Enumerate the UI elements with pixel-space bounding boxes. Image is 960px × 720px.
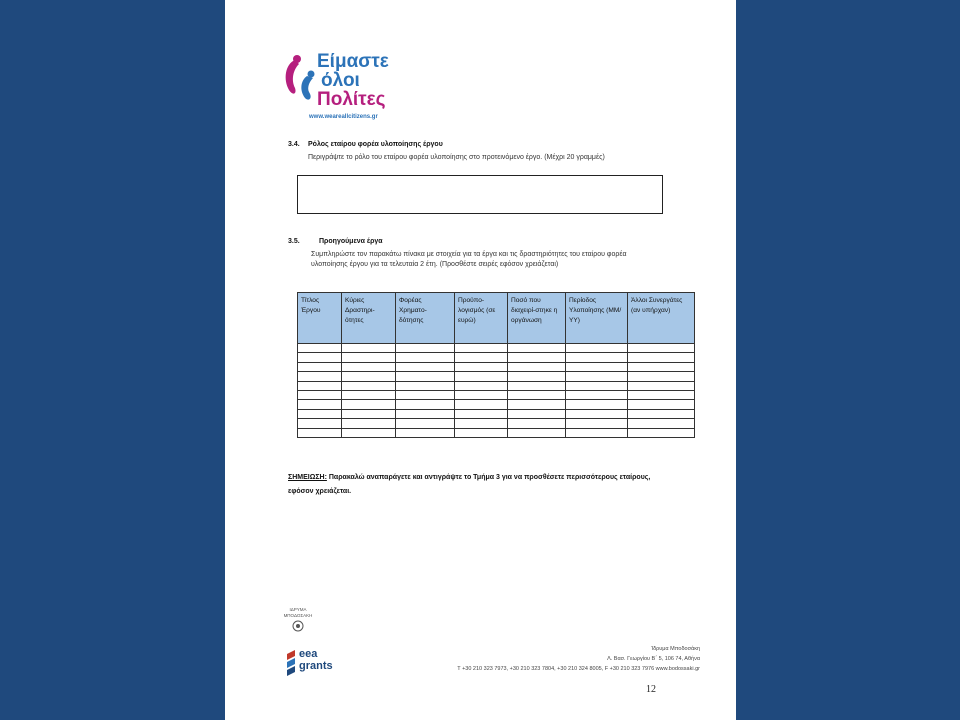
table-cell[interactable] [455, 362, 508, 371]
table-cell[interactable] [628, 381, 695, 390]
table-cell[interactable] [508, 419, 566, 428]
table-cell[interactable] [342, 428, 396, 437]
table-row [298, 400, 695, 409]
document-page [225, 0, 736, 720]
foundation-contact-block [400, 644, 700, 674]
table-cell[interactable] [508, 353, 566, 362]
table-cell[interactable] [508, 390, 566, 399]
table-cell[interactable] [508, 362, 566, 371]
table-cell[interactable] [396, 419, 455, 428]
table-cell[interactable] [508, 400, 566, 409]
header-funding-body: Φορέας Χρηματο-δότησης [396, 293, 455, 344]
table-cell[interactable] [455, 344, 508, 353]
eea-line-2: grants [299, 660, 333, 672]
table-cell[interactable] [342, 372, 396, 381]
table-cell[interactable] [455, 428, 508, 437]
logo-url: www.weareallcitizens.gr [309, 114, 378, 120]
table-cell[interactable] [298, 419, 342, 428]
table-row [298, 390, 695, 399]
table-cell[interactable] [628, 428, 695, 437]
table-cell[interactable] [566, 362, 628, 371]
seal-text: ΙΔΡΥΜΑ ΜΠΟΔΟΣΑΚΗ [283, 607, 313, 618]
table-cell[interactable] [298, 381, 342, 390]
table-cell[interactable] [566, 419, 628, 428]
table-cell[interactable] [298, 390, 342, 399]
table-cell[interactable] [342, 353, 396, 362]
table-cell[interactable] [628, 372, 695, 381]
table-cell[interactable] [628, 419, 695, 428]
bodossaki-seal-logo [283, 607, 313, 641]
table-cell[interactable] [396, 372, 455, 381]
table-cell[interactable] [455, 400, 508, 409]
section-3-4-number: 3.4. [288, 141, 300, 148]
table-cell[interactable] [396, 428, 455, 437]
section-3-5-description: Συμπληρώστε τον παρακάτω πίνακα με στοιχεία για τα έργα και τις δραστηριότητες του εταίρου φορέα υλοποίησης έργου για τα τελευταία 2 έτη. (Προσθέστε σειρές εφόσον χρειάζεται) [311, 251, 627, 268]
table-row [298, 372, 695, 381]
table-cell[interactable] [342, 344, 396, 353]
table-cell[interactable] [508, 409, 566, 418]
table-header-row [298, 293, 695, 344]
table-cell[interactable] [566, 381, 628, 390]
table-cell[interactable] [628, 390, 695, 399]
table-cell[interactable] [396, 409, 455, 418]
table-cell[interactable] [342, 381, 396, 390]
table-cell[interactable] [298, 344, 342, 353]
table-cell[interactable] [342, 400, 396, 409]
section-3-4-description: Περιγράψτε το ρόλο του εταίρου φορέα υλοποίησης στο προτεινόμενο έργο. (Μέχρι 20 γραμμές) [308, 154, 605, 161]
table-row [298, 362, 695, 371]
table-cell[interactable] [628, 362, 695, 371]
table-cell[interactable] [396, 400, 455, 409]
header-amount-managed: Ποσό που διαχειρί-στηκε η οργάνωση [508, 293, 566, 344]
section-3-5-number: 3.5. [288, 238, 300, 245]
table-cell[interactable] [455, 381, 508, 390]
table-cell[interactable] [508, 428, 566, 437]
header-budget: Προϋπο-λογισμός (σε ευρώ) [455, 293, 508, 344]
logo-wordmark [317, 52, 389, 109]
table-cell[interactable] [508, 372, 566, 381]
table-row [298, 409, 695, 418]
table-cell[interactable] [298, 362, 342, 371]
previous-projects-table [297, 292, 695, 438]
header-main-activities: Κύριες Δραστηρι-ότητες [342, 293, 396, 344]
eea-line-1: eea [299, 648, 318, 660]
logo-line-2: όλοι [321, 70, 360, 91]
weareallcitizens-logo [281, 52, 431, 124]
table-cell[interactable] [628, 409, 695, 418]
table-row [298, 381, 695, 390]
table-cell[interactable] [628, 353, 695, 362]
note [288, 471, 668, 499]
table-cell[interactable] [396, 390, 455, 399]
table-row [298, 419, 695, 428]
section-3-4-title: Ρόλος εταίρου φορέα υλοποίησης έργου [308, 141, 443, 148]
seal-icon [292, 620, 304, 632]
logo-line-1: Είμαστε [317, 51, 389, 72]
table-cell[interactable] [396, 344, 455, 353]
header-implementation-period: Περίοδος Υλοποίησης (ΜΜ/ΥΥ) [566, 293, 628, 344]
table-cell[interactable] [342, 390, 396, 399]
table-cell[interactable] [566, 344, 628, 353]
page-number: 12 [646, 684, 656, 695]
role-answer-box[interactable] [297, 175, 663, 214]
table-cell[interactable] [396, 353, 455, 362]
table-row [298, 353, 695, 362]
table-cell[interactable] [298, 428, 342, 437]
table-cell[interactable] [298, 353, 342, 362]
table-cell[interactable] [628, 344, 695, 353]
eea-grants-logo [285, 646, 345, 680]
header-other-partners: Άλλοι Συνεργάτες (αν υπήρχαν) [628, 293, 695, 344]
table-cell[interactable] [396, 381, 455, 390]
table-cell[interactable] [455, 353, 508, 362]
note-label: ΣΗΜΕΙΩΣΗ: [288, 474, 327, 481]
table-cell[interactable] [455, 409, 508, 418]
org-contact: T +30 210 323 7973, +30 210 323 7804, +30 210 324 8005, F +30 210 323 7976 www.bodossaki.gr [457, 666, 700, 672]
table-cell[interactable] [508, 344, 566, 353]
table-cell[interactable] [566, 372, 628, 381]
note-text: Παρακαλώ αναπαράγετε και αντιγράψτε το Τμήμα 3 για να προσθέσετε περισσότερους εταίρους, εφόσον χρειάζεται. [288, 474, 651, 495]
table-cell[interactable] [298, 372, 342, 381]
table-cell[interactable] [566, 353, 628, 362]
table-cell[interactable] [508, 381, 566, 390]
table-cell[interactable] [455, 419, 508, 428]
table-cell[interactable] [298, 400, 342, 409]
table-cell[interactable] [342, 362, 396, 371]
table-cell[interactable] [455, 372, 508, 381]
table-cell[interactable] [342, 409, 396, 418]
table-cell[interactable] [628, 400, 695, 409]
org-name: Ίδρυμα Μποδοσάκη [650, 646, 700, 652]
table-cell[interactable] [455, 390, 508, 399]
table-row [298, 344, 695, 353]
table-cell[interactable] [342, 419, 396, 428]
table-cell[interactable] [298, 409, 342, 418]
org-address: Λ. Βασ. Γεωργίου Β΄ 5, 106 74, Αθήνα [607, 656, 700, 662]
table-row [298, 428, 695, 437]
table-cell[interactable] [566, 409, 628, 418]
table-body [298, 344, 695, 438]
table-cell[interactable] [566, 428, 628, 437]
table-cell[interactable] [566, 400, 628, 409]
table-cell[interactable] [566, 390, 628, 399]
people-logo-icon [281, 54, 321, 110]
section-3-5-title: Προηγούμενα έργα [319, 238, 383, 245]
table-cell[interactable] [396, 362, 455, 371]
header-project-title: Τίτλος Έργου [298, 293, 342, 344]
logo-line-3: Πολίτες [317, 89, 386, 110]
